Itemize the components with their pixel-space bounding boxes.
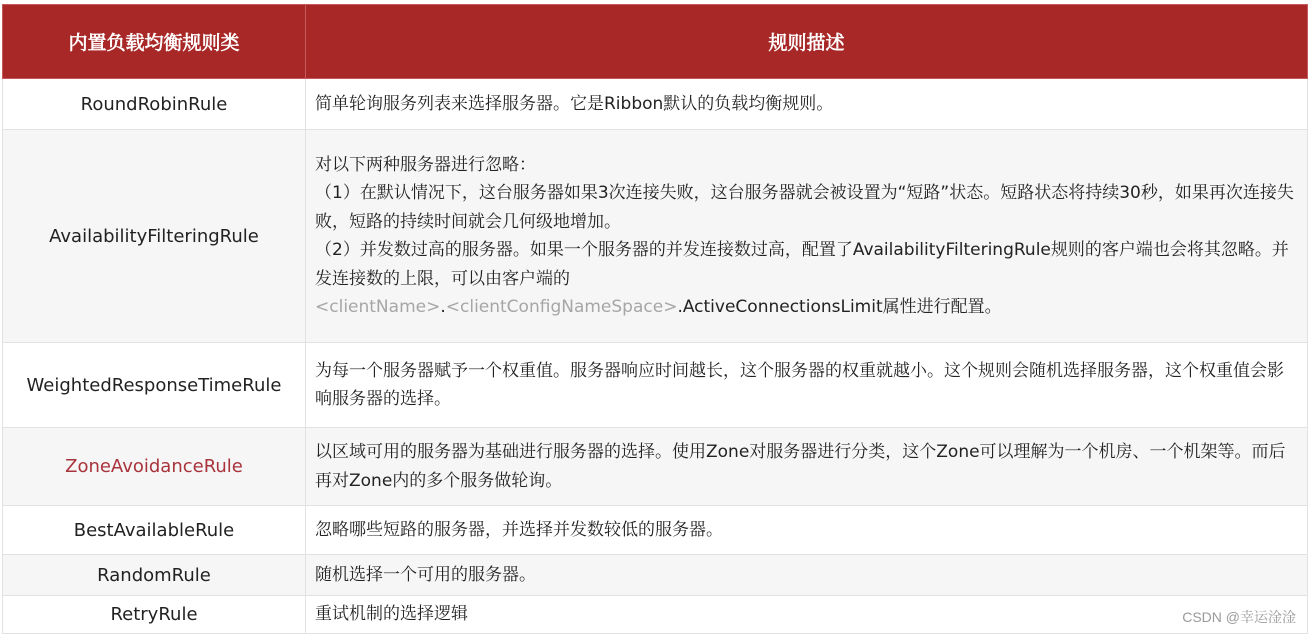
rule-description <box>306 130 1308 343</box>
rule-description: 简单轮询服务列表来选择服务器。它是Ribbon默认的负载均衡规则。 <box>306 79 1308 130</box>
header-rule-description: 规则描述 <box>306 5 1308 79</box>
rule-name: AvailabilityFilteringRule <box>3 130 306 343</box>
rule-name: RetryRule <box>3 596 306 634</box>
table-row <box>3 130 1308 343</box>
rule-description: 忽略哪些短路的服务器，并选择并发数较低的服务器。 <box>306 506 1308 555</box>
rule-name: RandomRule <box>3 555 306 596</box>
table-header-row <box>3 5 1308 79</box>
rule-description: 以区域可用的服务器为基础进行服务器的选择。使用Zone对服务器进行分类，这个Zone可以理解为一个机房、一个机架等。而后再对Zone内的多个服务做轮询。 <box>306 428 1308 506</box>
desc-point-1: （1）在默认情况下，这台服务器如果3次连接失败，这台服务器就会被设置为“短路”状态。短路状态将持续30秒，如果再次连接失败，短路的持续时间就会几何级地增加。 <box>315 183 1294 232</box>
ribbon-rules-table <box>2 4 1308 634</box>
table-row <box>3 555 1308 596</box>
header-rule-class: 内置负载均衡规则类 <box>3 5 306 79</box>
table-row <box>3 428 1308 506</box>
desc-point-2-text: （2）并发数过高的服务器。如果一个服务器的并发连接数过高，配置了AvailabilityFilteringRule规则的客户端也会将其忽略。并发连接数的上限，可以由客户端的 <box>315 240 1289 289</box>
rule-description: 随机选择一个可用的服务器。 <box>306 555 1308 596</box>
desc-point-2 <box>315 236 1297 322</box>
table-row <box>3 506 1308 555</box>
csdn-watermark: CSDN @幸运淦淦 <box>1182 609 1296 625</box>
code-client-name: <clientName> <box>315 297 441 317</box>
rule-description: 为每一个服务器赋予一个权重值。服务器响应时间越长，这个服务器的权重就越小。这个规则会随机选择服务器，这个权重值会影响服务器的选择。 <box>306 343 1308 428</box>
rule-description: 重试机制的选择逻辑 <box>306 596 1308 634</box>
table-row <box>3 343 1308 428</box>
code-client-config-namespace: <clientConfigNameSpace> <box>445 297 678 317</box>
rule-name: WeightedResponseTimeRule <box>3 343 306 428</box>
code-dot: . <box>440 297 446 317</box>
code-tail: .ActiveConnectionsLimit属性进行配置。 <box>677 297 1002 317</box>
table-row <box>3 596 1308 634</box>
desc-intro: 对以下两种服务器进行忽略： <box>315 154 536 175</box>
rule-name-highlighted: ZoneAvoidanceRule <box>3 428 306 506</box>
rule-name: RoundRobinRule <box>3 79 306 130</box>
rule-name: BestAvailableRule <box>3 506 306 555</box>
table-row <box>3 79 1308 130</box>
